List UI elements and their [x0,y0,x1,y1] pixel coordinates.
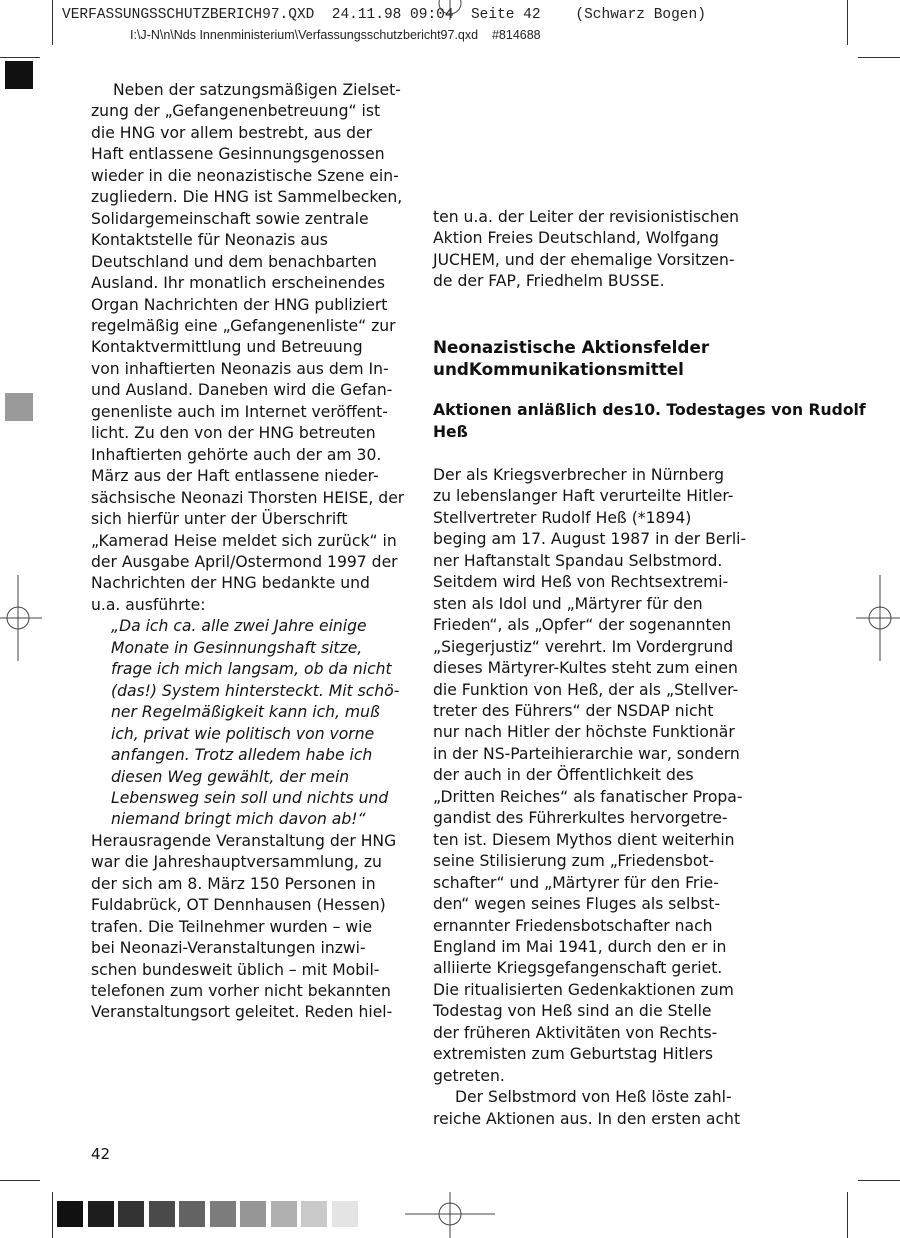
text-line: Nachrichten der HNG bedankte und [91,574,370,593]
section-heading [433,336,900,380]
text-line: sten als Idol und „Märtyrer für den [433,594,703,613]
color-swatch [118,1201,144,1227]
text-line: gandist des Führerkultes hervorgetre- [433,809,728,828]
text-line: der Ausgabe April/Ostermond 1997 der [91,552,398,571]
heise-quote [91,616,400,831]
text-line: von inhaftierten Neonazis aus dem In- [91,359,389,378]
text-line: „Da ich ca. alle zwei Jahre einige [111,617,367,636]
hess-paragraph-2 [433,1087,743,1130]
text-line: trafen. Die Teilnehmer wurden – wie [91,917,373,936]
text-line: ich, privat wie politisch von vorne [111,724,375,743]
text-line: sächsische Neonazi Thorsten HEISE, der [91,488,405,507]
text-line: „Siegerjustiz“ verehrt. Im Vordergrund [433,637,734,656]
text-line: telefonen zum vorher nicht bekannten [91,982,391,1001]
text-line: Die ritualisierten Gedenkaktionen zum [433,980,734,999]
left-column [91,80,405,1024]
text-line: sich hierfür unter der Überschrift [91,510,348,529]
text-line: genenliste auch im Internet veröffent- [91,402,388,421]
text-line: Neben der satzungsmäßigen Zielset- [113,81,401,99]
text-line: die Funktion von Heß, der als „Stellver- [433,680,739,699]
text-line: war die Jahreshauptversammlung, zu [91,853,382,872]
text-line: licht. Zu den von der HNG betreuten [91,424,376,443]
registration-mark-left [0,575,42,661]
text-line: 10. Todestages von Rudolf Heß [433,401,866,441]
text-line: Aktionen anläßlich des [433,401,634,419]
text-line: der sich am 8. März 150 Personen in [91,874,376,893]
text-line: England im Mai 1941, durch den er in [433,937,727,956]
color-swatch [179,1201,205,1227]
text-line: u.a. ausführte: [91,595,206,614]
text-line: beging am 17. August 1987 in der Berli- [433,530,747,549]
text-line: Organ Nachrichten der HNG publiziert [91,295,388,314]
text-line: Solidargemeinschaft sowie zentrale [91,209,369,228]
color-swatch [57,1201,83,1227]
text-line: JUCHEM, und der ehemalige Vorsitzen- [433,250,735,269]
hess-paragraph-1 [433,465,747,1087]
text-line: zung der „Gefangenenbetreuung“ ist [91,102,381,121]
color-swatch [240,1201,266,1227]
registration-mark-top [430,0,470,22]
text-line: schen bundesweit üblich – mit Mobil- [91,960,380,979]
crop-mark [858,1180,900,1181]
text-line: Frieden“, als „Opfer“ der sogenannten [433,616,732,635]
text-line: Lebensweg sein soll und nichts und [111,788,389,807]
text-line: alliierte Kriegsgefangenschaft geriet. [433,959,723,978]
text-line: Haft entlassene Gesinnungsgenossen [91,145,385,164]
page-number: 42 [91,1145,111,1163]
text-line: Herausragende Veranstaltung der HNG [91,831,397,850]
text-line: nur nach Hitler der höchste Funktionär [433,723,735,742]
text-line: ner Haftanstalt Spandau Selbstmord. [433,551,723,570]
right-body [433,465,747,1130]
left-paragraph-2 [91,831,396,1024]
crop-mark [0,57,40,58]
text-line: die HNG vor allem bestrebt, aus der [91,123,373,142]
text-line: zu lebenslanger Haft verurteilte Hitler- [433,487,734,506]
color-swatch [271,1201,297,1227]
text-line: ten u.a. der Leiter der revisionistischen [433,208,740,226]
text-line: Monate in Gesinnungshaft sitze, [111,638,363,657]
text-line: getreten. [433,1066,505,1085]
text-line: wieder in die neonazistische Szene ein- [91,166,399,185]
text-line: seine Stilisierung zum „Friedensbot- [433,852,715,871]
black-margin-marker [5,61,33,89]
text-line: Todestag von Heß sind an die Stelle [433,1002,712,1021]
text-line: ernannter Friedensbotschafter nach [433,916,713,935]
text-line: Veranstaltungsort geleitet. Reden hiel- [91,1003,393,1022]
text-line: regelmäßig eine „Gefangenenliste“ zur [91,316,396,335]
crop-mark [0,1180,40,1181]
text-line: März aus der Haft entlassene nieder- [91,467,379,486]
text-line: ten ist. Diesem Mythos dient weiterhin [433,830,735,849]
text-line: Fuldabrück, OT Dennhausen (Hessen) [91,896,386,915]
color-swatch [332,1201,358,1227]
text-line: (das!) System hintersteckt. Mit schö- [111,681,400,700]
right-continuation-paragraph [433,207,743,293]
text-line: Ausland. Ihr monatlich erscheinendes [91,274,385,293]
color-swatch [210,1201,236,1227]
text-line: Der Selbstmord von Heß löste zahl- [455,1088,732,1107]
text-line: Kontaktstelle für Neonazis aus [91,231,328,250]
text-line: „Dritten Reiches“ als fanatischer Propa- [433,787,743,806]
grey-margin-marker [5,393,33,421]
left-paragraph-1 [91,80,405,616]
subsection-heading [433,400,900,443]
text-line: frage ich mich langsam, ob da nicht [111,660,392,679]
text-line: schafter“ und „Märtyrer für den Frie- [433,873,719,892]
color-swatch [301,1201,327,1227]
text-line: Inhaftierten gehörte auch der am 30. [91,445,382,464]
crop-mark [858,57,900,58]
text-line: der auch in der Öffentlichkeit des [433,766,694,785]
text-line: Neonazistische Aktionsfelder und [433,337,710,379]
text-line: „Kamerad Heise meldet sich zurück“ in [91,531,397,550]
text-line: diesen Weg gewählt, der mein [111,767,350,786]
text-line: Kommunikationsmittel [468,359,684,379]
color-swatch [88,1201,114,1227]
text-line: Deutschland und dem benachbarten [91,252,377,271]
text-line: dieses Märtyrer-Kultes steht zum einen [433,659,738,678]
color-swatch [149,1201,175,1227]
text-line: den“ wegen seines Fluges als selbst- [433,895,721,914]
text-line: zugliedern. Die HNG ist Sammelbecken, [91,188,403,207]
crop-mark [52,1192,53,1238]
text-line: Der als Kriegsverbrecher in Nürnberg [433,466,725,484]
text-line: bei Neonazi-Veranstaltungen inzwi- [91,939,366,958]
text-line: ner Regelmäßigkeit kann ich, muß [111,703,380,722]
text-line: und Ausland. Daneben wird die Gefan- [91,381,393,400]
registration-mark-right [856,575,900,661]
slug-line-1: VERFASSUNGSSCHUTZBERICH97.QXD 24.11.98 09:04 Seite 42 (Schwarz Bogen) [62,7,706,23]
text-line: Aktion Freies Deutschland, Wolfgang [433,229,719,248]
text-line: de der FAP, Friedhelm BUSSE. [433,272,665,291]
text-line: der früheren Aktivitäten von Rechts- [433,1023,718,1042]
text-line: in der NS-Parteihierarchie war, sondern [433,744,740,763]
text-line: Stellvertreter Rudolf Heß (*1894) [433,508,692,527]
crop-mark [52,0,53,45]
text-line: reiche Aktionen aus. In den ersten acht [433,1109,741,1128]
crop-mark [847,0,848,45]
text-line: Kontaktvermittlung und Betreuung [91,338,363,357]
text-line: Seitdem wird Heß von Rechtsextremi- [433,573,729,592]
text-line: niemand bringt mich davon ab!“ [111,810,366,829]
text-line: extremisten zum Geburtstag Hitlers [433,1045,714,1064]
slug-line-2: I:\J-N\n\Nds Innenministerium\Verfassungsschutzbericht97.qxd #814688 [130,28,541,42]
text-line: anfangen. Trotz alledem habe ich [111,746,373,765]
crop-mark [847,1192,848,1238]
registration-mark-bottom [405,1192,495,1238]
text-line: treter des Führers“ der NSDAP nicht [433,701,714,720]
